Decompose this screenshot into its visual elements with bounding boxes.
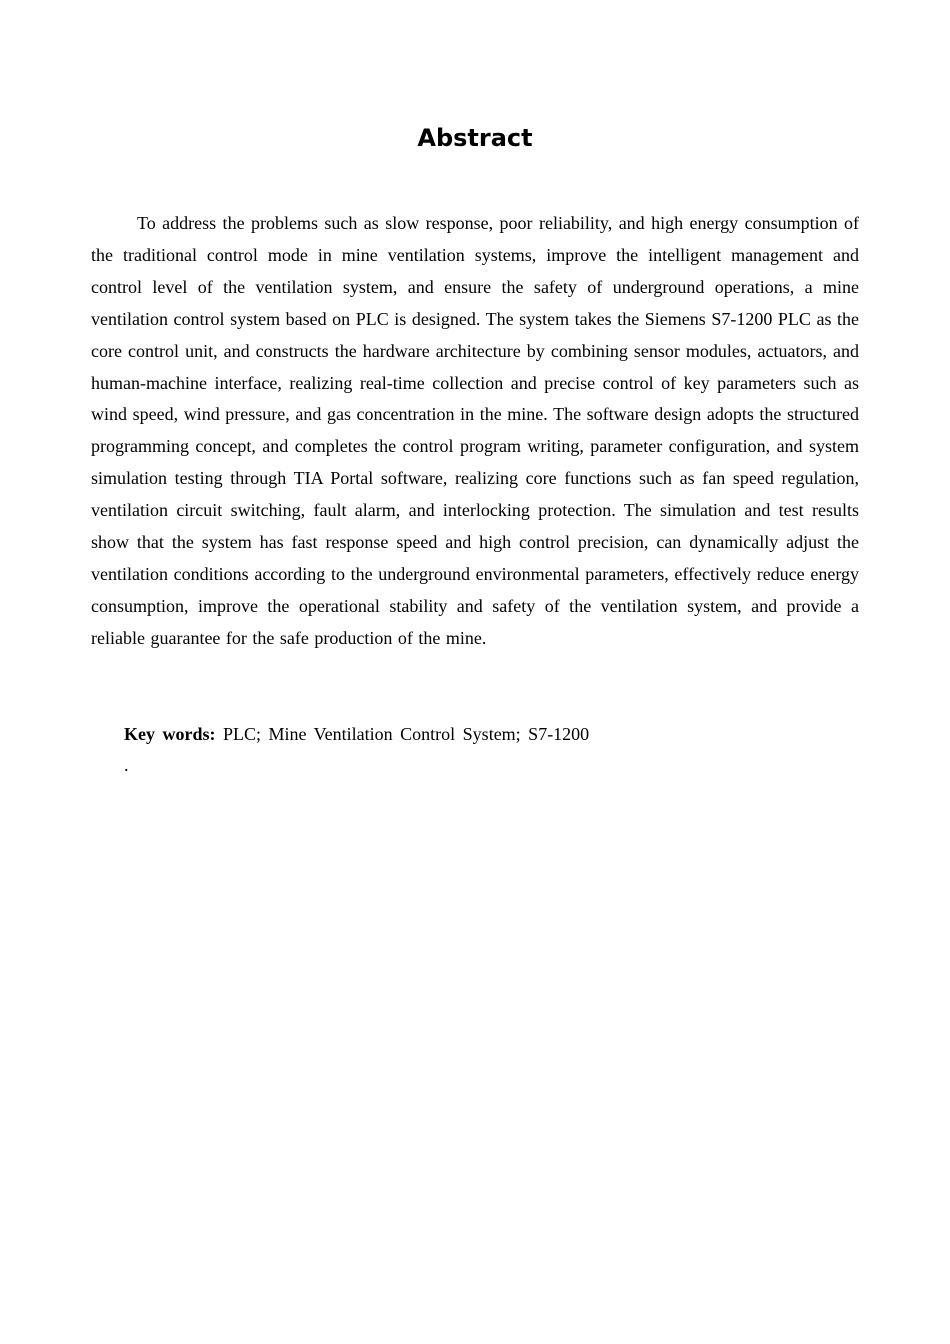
keywords-line: [124, 719, 859, 751]
keywords-value: PLC; Mine Ventilation Control System; S7-1200: [223, 724, 590, 744]
trailing-period: .: [124, 755, 129, 775]
keywords-label: Key words:: [124, 724, 216, 744]
page-title: Abstract: [417, 124, 533, 152]
abstract-paragraph: To address the problems such as slow response, poor reliability, and high energy consumption of the traditional control mode in mine ventilation systems, improve the intelligent management and control level of the ventilation system, and ensure the safety of underground operations, a mine ventilation control system based on PLC is designed. The system takes the Siemens S7-1200 PLC as the core control unit, and constructs the hardware architecture by combining sensor modules, actuators, and human-machine interface, realizing real-time collection and precise control of key parameters such as wind speed, wind pressure, and gas concentration in the mine. The software design adopts the structured programming concept, and completes the control program writing, parameter configuration, and system simulation testing through TIA Portal software, realizing core functions such as fan speed regulation, ventilation circuit switching, fault alarm, and interlocking protection. The simulation and test results show that the system has fast response speed and high control precision, can dynamically adjust the ventilation conditions according to the underground environmental parameters, effectively reduce energy consumption, improve the operational stability and safety of the ventilation system, and provide a reliable guarantee for the safe production of the mine.: [91, 213, 859, 648]
